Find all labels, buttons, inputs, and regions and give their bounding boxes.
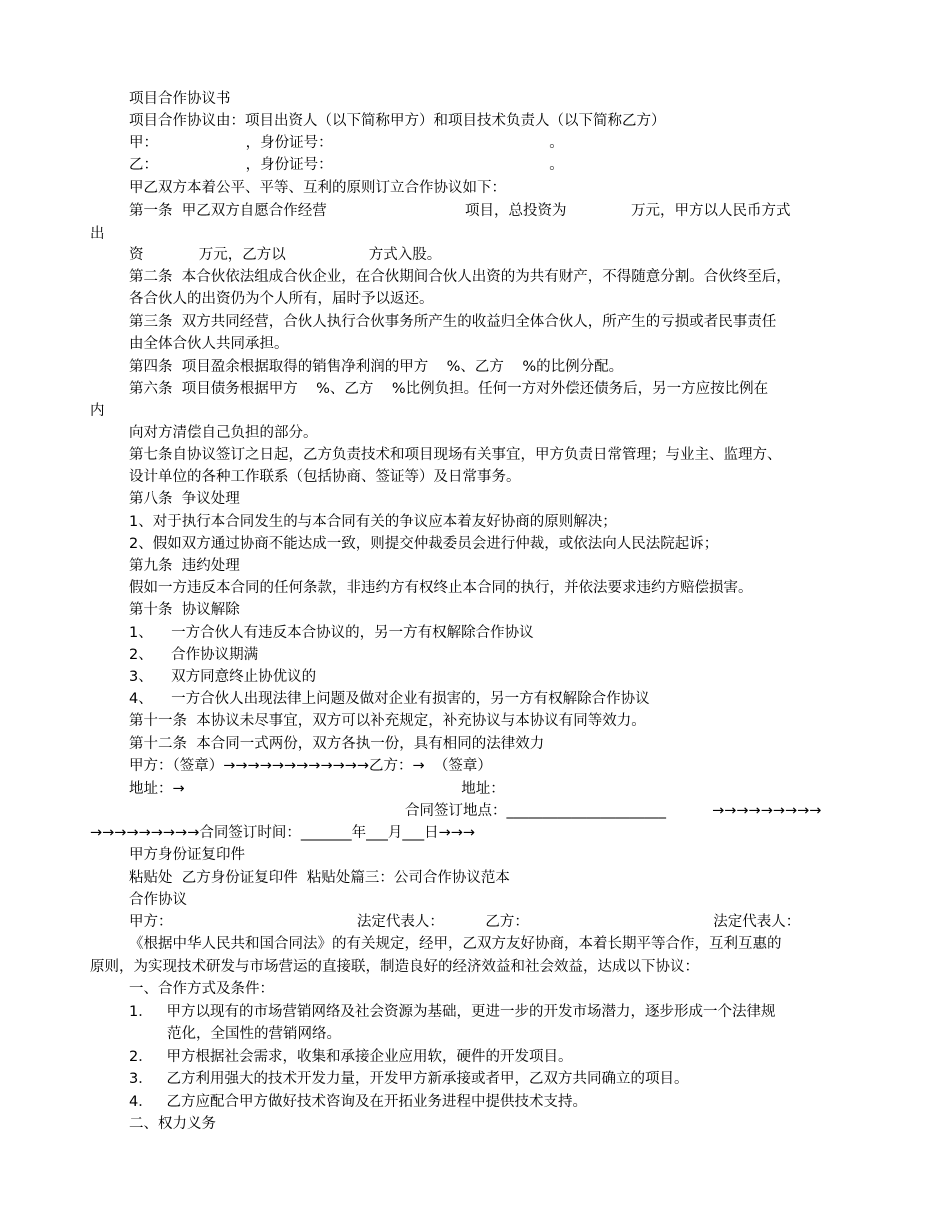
doc-line: 资 万元，乙方以 方式入股。 [129, 247, 442, 263]
address-line: 地址：→ 地址： [129, 781, 505, 797]
article-7: 第七条自协议签订之日起，乙方负责技术和项目现场有关事宜，甲方负责日常管理；与业主、监理方、 [129, 447, 782, 463]
doc-line: 粘贴处 乙方身份证复印件 粘贴处篇三：公司合作协议范本 [129, 870, 510, 886]
list-item: 3、 双方同意终止协优议的 [129, 669, 317, 685]
doc-line: 项目合作协议由：项目出资人（以下简称甲方）和项目技术负责人（以下简称乙方） [129, 113, 666, 129]
article-8-heading: 第八条 争议处理 [129, 491, 240, 507]
doc-line: 《根据中华人民共和国合同法》的有关规定，经甲，乙双方友好协商，本着长期平等合作，互利互惠的 [129, 936, 782, 952]
signature-line: 甲方：（签章）→→→→→→→→→→→→乙方：→ （签章） [129, 758, 492, 774]
sign-time-line: →→→→→→→→→合同签订时间：_______年___月___日→→→ [90, 825, 476, 841]
article-6: 第六条 项目债务根据甲方 %、乙方 %比例负担。任何一方对外偿还债务后，另一方应按比例在 [129, 381, 769, 397]
doc-line: 各合伙人的出资仍为个人所有，届时予以返还。 [129, 291, 434, 307]
list-item: 2、假如双方通过协商不能达成一致，则提交仲裁委员会进行仲裁，或依法向人民法院起诉； [129, 536, 719, 552]
article-10-heading: 第十条 协议解除 [129, 602, 240, 618]
list-item: 3． 乙方利用强大的技术开发力量，开发甲方新承接或者甲，乙双方共同确立的项目。 [129, 1071, 689, 1087]
section-title: 合作协议 [129, 892, 187, 908]
doc-line: 向对方清偿自己负担的部分。 [129, 425, 318, 441]
party-a-line: 甲： ，身份证号： 。 [129, 135, 564, 151]
article-9-heading: 第九条 违约处理 [129, 558, 240, 574]
section-heading: 一、合作方式及条件： [129, 981, 274, 997]
article-12: 第十二条 本合同一式两份，双方各执一份，具有相同的法律效力 [129, 736, 545, 752]
article-1: 第一条 甲乙双方自愿合作经营 项目，总投资为 万元，甲方以人民币方式 [129, 203, 791, 219]
list-item: 1、 一方合伙人有违反本合协议的，另一方有权解除合作协议 [129, 625, 534, 641]
list-item: 2． 甲方根据社会需求，收集和承接企业应用软，硬件的开发项目。 [129, 1049, 573, 1065]
doc-line: 内 [90, 403, 105, 419]
doc-line: 由全体合伙人共同承担。 [129, 336, 289, 352]
article-2: 第二条 本合伙依法组成合伙企业，在合伙期间合伙人出资的为共有财产，不得随意分割。合伙终至后， [129, 269, 791, 285]
doc-line: 出 [90, 226, 105, 242]
doc-line: 设计单位的各种工作联系（包括协商、签证等）及日常事务。 [129, 469, 521, 485]
article-3: 第三条 双方共同经营，合伙人执行合伙事务所产生的收益归全体合伙人，所产生的亏损或者民事责任 [129, 314, 777, 330]
party-b-line: 乙： ，身份证号： 。 [129, 157, 564, 173]
parties-line: 甲方： 法定代表人： 乙方： 法定代表人： [129, 914, 801, 930]
section-heading: 二、权力义务 [129, 1116, 216, 1132]
doc-line: 原则，为实现技术研发与市场营运的直接联，制造良好的经济效益和社会效益，达成以下协议： [90, 959, 699, 975]
doc-line: 甲方身份证复印件 [129, 847, 245, 863]
doc-title: 项目合作协议书 [129, 91, 231, 107]
article-4: 第四条 项目盈余根据取得的销售净利润的甲方 %、乙方 %的比例分配。 [129, 359, 624, 375]
list-item: 2、 合作协议期满 [129, 647, 259, 663]
doc-line: 甲乙双方本着公平、平等、互利的原则订立合作协议如下： [129, 180, 506, 196]
list-item: 4、 一方合伙人出现法律上问题及做对企业有损害的，另一方有权解除合作协议 [129, 691, 650, 707]
sign-place-line: 合同签订地点：______________________ →→→→→→→→→ [405, 803, 822, 819]
list-item: 1、对于执行本合同发生的与本合同有关的争议应本着友好协商的原则解决； [129, 514, 617, 530]
list-item: 1． 甲方以现有的市场营销网络及社会资源为基础，更进一步的开发市场潜力，逐步形成一个法律规 [129, 1004, 776, 1020]
article-11: 第十一条 本协议未尽事宜，双方可以补充规定，补充协议与本协议有同等效力。 [129, 713, 646, 729]
list-item: 4． 乙方应配合甲方做好技术咨询及在开拓业务进程中提供技术支持。 [129, 1094, 588, 1110]
doc-line: 假如一方违反本合同的任何条款，非违约方有权终止本合同的执行，并依法要求违约方赔偿损害。 [129, 580, 753, 596]
list-item-cont: 范化，全国性的营销网络。 [167, 1026, 341, 1042]
